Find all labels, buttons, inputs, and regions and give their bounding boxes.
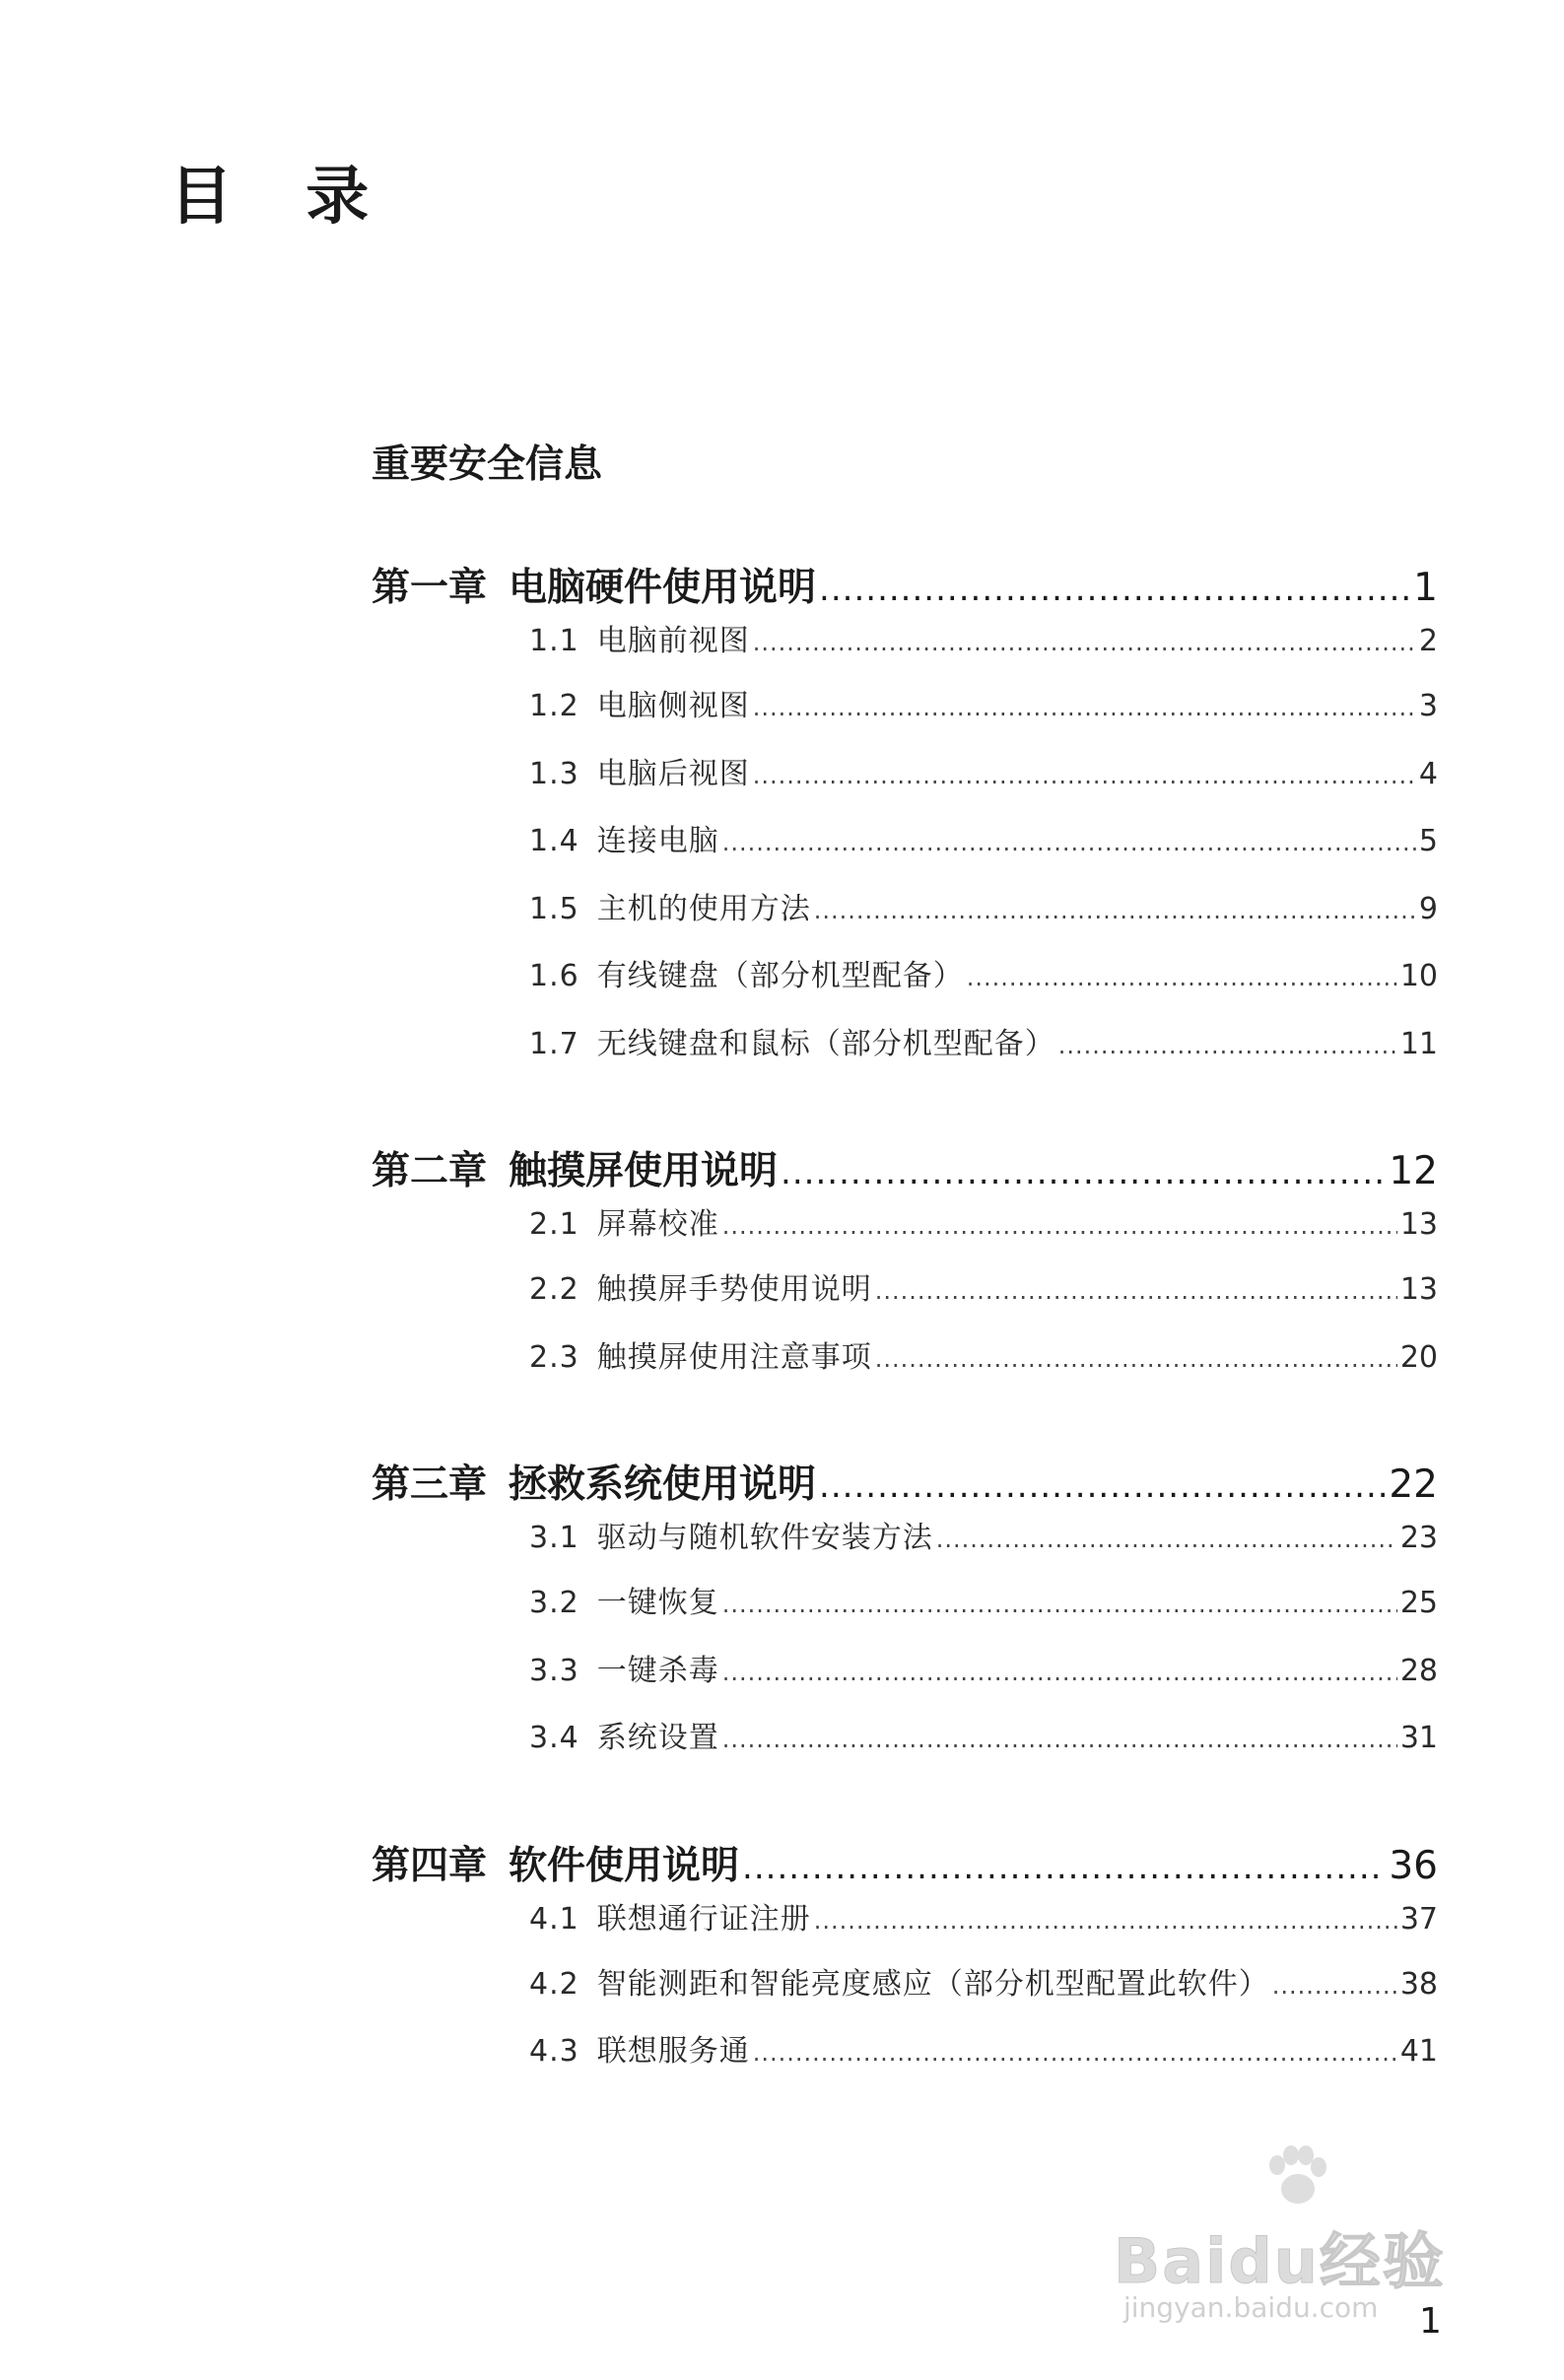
section-page-number: 23 [1399,1521,1438,1555]
dot-leader [814,897,1416,924]
dot-leader [742,1848,1386,1887]
section-number: 3.2 [529,1586,579,1620]
section-page-number: 4 [1418,756,1438,791]
chapter-page-number: 1 [1413,566,1438,610]
section-page-number: 5 [1418,824,1438,858]
page-title: 目 录 [170,161,395,234]
section-title: 电脑前视图 [596,624,750,658]
toc-entry[interactable] [529,1019,1438,1087]
section-title: 主机的使用方法 [596,891,811,926]
section-number: 1.2 [529,689,579,723]
table-of-contents [372,557,1438,2148]
dot-leader [819,1466,1386,1506]
section-page-number: 2 [1418,624,1438,658]
chapter-block [372,1140,1438,1399]
section-title: 电脑侧视图 [596,689,750,723]
section-title: 连接电脑 [596,824,719,858]
toc-entry[interactable] [529,1578,1438,1646]
section-page-number: 28 [1399,1653,1438,1688]
dot-leader [1272,1972,1397,2000]
dot-leader [753,629,1416,656]
toc-entry[interactable] [529,1264,1438,1332]
toc-entry[interactable] [529,1894,1438,1959]
section-list [529,1894,1438,2094]
dot-leader [814,1907,1397,1935]
toc-entry[interactable] [529,1646,1438,1714]
dot-leader [1058,1032,1397,1059]
toc-entry[interactable] [529,681,1438,749]
watermark-url: jingyan.baidu.com [1123,2291,1379,2324]
dot-leader [936,1526,1397,1553]
section-page-number: 41 [1399,2034,1438,2069]
section-title: 屏幕校准 [596,1207,719,1242]
section-page-number: 10 [1399,959,1438,993]
chapter-heading[interactable] [372,557,1438,616]
chapter-page-number: 12 [1389,1149,1438,1193]
dot-leader [722,829,1416,856]
chapter-label: 第二章 [372,1148,488,1193]
section-page-number: 20 [1399,1339,1438,1375]
section-number: 1.3 [529,756,579,791]
section-number: 2.2 [529,1272,579,1307]
section-page-number: 3 [1418,689,1438,723]
dot-leader [722,1726,1397,1753]
toc-entry[interactable] [529,1513,1438,1578]
toc-entry[interactable] [529,1959,1438,2027]
chapter-label: 第三章 [372,1462,488,1507]
section-number: 2.3 [529,1339,579,1375]
dot-leader [781,1153,1386,1192]
dot-leader [967,964,1397,991]
toc-entry[interactable] [529,1332,1438,1400]
toc-entry[interactable] [529,1713,1438,1781]
section-number: 2.1 [529,1207,579,1242]
section-page-number: 37 [1399,1901,1438,1937]
section-title: 无线键盘和鼠标（部分机型配备） [596,1026,1055,1061]
section-page-number: 13 [1399,1207,1438,1242]
dot-leader [875,1345,1397,1373]
chapter-block [372,1454,1438,1781]
section-number: 1.7 [529,1026,579,1061]
paw-icon [1261,2143,1330,2212]
dot-leader [753,2039,1397,2067]
toc-entry[interactable] [529,884,1438,952]
toc-entry[interactable] [529,816,1438,884]
section-number: 3.3 [529,1653,579,1688]
watermark-brand: Baidu经验 [1114,2225,1446,2297]
section-title: 智能测距和智能亮度感应（部分机型配置此软件） [596,1966,1269,2002]
chapter-heading[interactable] [372,1454,1438,1513]
toc-entry[interactable] [529,616,1438,681]
safety-info-heading: 重要安全信息 [372,442,603,487]
toc-entry[interactable] [529,2026,1438,2094]
chapter-heading[interactable] [372,1835,1438,1894]
section-title: 一键杀毒 [596,1653,719,1688]
section-title: 系统设置 [596,1721,719,1755]
chapter-page-number: 22 [1389,1462,1438,1507]
section-number: 4.3 [529,2034,579,2069]
page-number: 1 [1419,2301,1442,2342]
dot-leader [819,570,1410,609]
dot-leader [753,762,1416,789]
chapter-label: 第一章 [372,565,488,610]
section-number: 3.4 [529,1721,579,1755]
chapter-heading[interactable] [372,1140,1438,1199]
baidu-watermark [1114,2173,1488,2324]
chapter-title: 电脑硬件使用说明 [509,565,817,610]
dot-leader [722,1591,1397,1618]
section-page-number: 31 [1399,1721,1438,1755]
section-page-number: 11 [1399,1026,1438,1061]
chapter-block [372,1835,1438,2094]
section-page-number: 25 [1399,1586,1438,1620]
section-list [529,1199,1438,1399]
dot-leader [875,1277,1397,1305]
section-title: 驱动与随机软件安装方法 [596,1521,933,1555]
section-title: 一键恢复 [596,1586,719,1620]
chapter-title: 软件使用说明 [509,1842,740,1888]
section-title: 触摸屏手势使用说明 [596,1272,872,1307]
section-page-number: 13 [1399,1272,1438,1307]
toc-entry[interactable] [529,951,1438,1019]
section-page-number: 38 [1399,1966,1438,2002]
section-page-number: 9 [1418,891,1438,926]
section-title: 联想通行证注册 [596,1901,811,1937]
section-number: 4.2 [529,1966,579,2002]
section-number: 1.4 [529,824,579,858]
dot-leader [722,1212,1397,1240]
chapter-block [372,557,1438,1086]
section-number: 1.1 [529,624,579,658]
toc-entry[interactable] [529,749,1438,817]
section-title: 联想服务通 [596,2034,750,2069]
section-list [529,616,1438,1086]
section-number: 1.5 [529,891,579,926]
section-number: 4.1 [529,1901,579,1937]
section-title: 电脑后视图 [596,756,750,791]
section-list [529,1513,1438,1781]
section-number: 1.6 [529,959,579,993]
dot-leader [722,1659,1397,1686]
chapter-page-number: 36 [1389,1843,1438,1888]
chapter-title: 拯救系统使用说明 [509,1462,817,1507]
chapter-label: 第四章 [372,1842,488,1888]
toc-entry[interactable] [529,1199,1438,1264]
section-title: 触摸屏使用注意事项 [596,1339,872,1375]
section-title: 有线键盘（部分机型配备） [596,959,964,993]
chapter-title: 触摸屏使用说明 [509,1148,779,1193]
section-number: 3.1 [529,1521,579,1555]
dot-leader [753,694,1416,721]
